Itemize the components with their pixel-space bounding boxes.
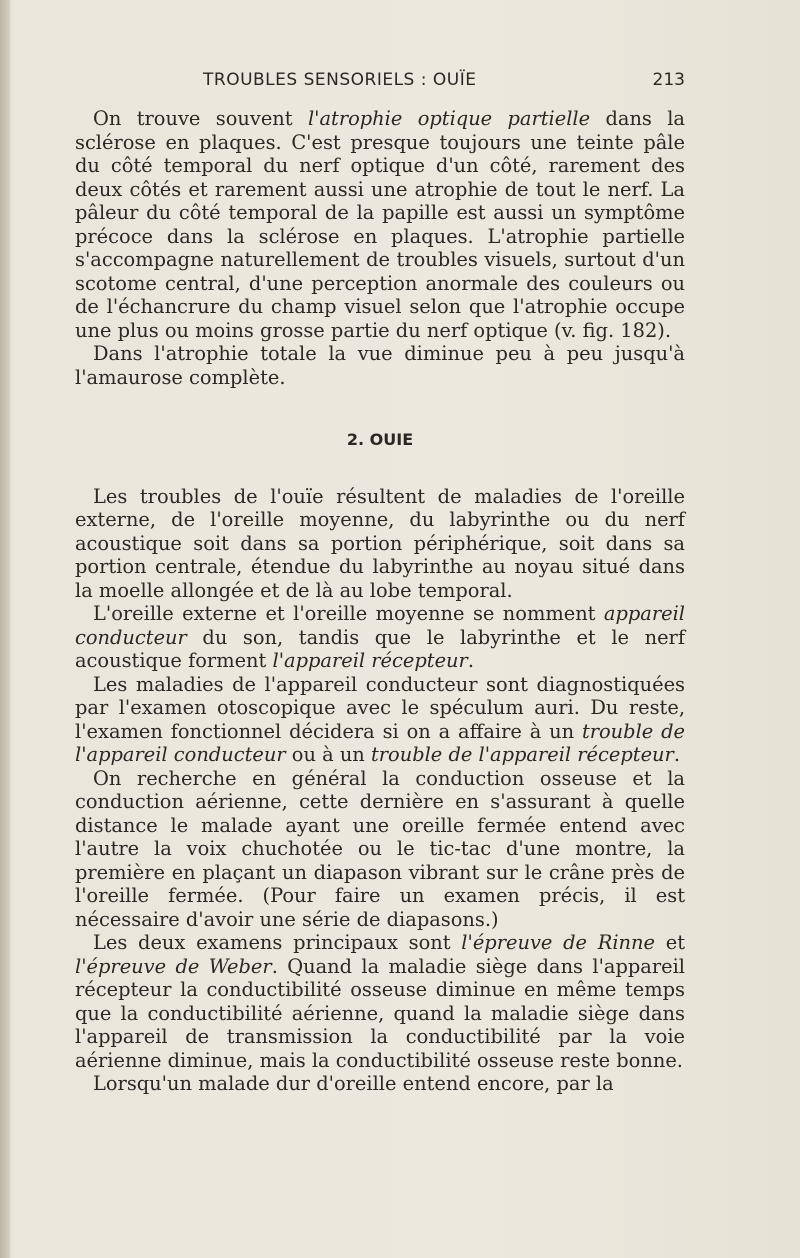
page-gutter xyxy=(0,0,10,1258)
paragraph-conduction: On recherche en général la conduction osseuse et la conduction aérienne, cette dernière en s'assurant à quelle distance le malade ayant une oreille fermée entend avec l'autre la voix chuchotée ou le tic-tac d'une montre, la première en plaçant un diapason vibrant sur le crâne près de l'oreille fermée. (Pour faire un examen précis, il est nécessaire d'avoir une série de diapasons.) xyxy=(75,766,685,931)
paragraph-rinne-weber xyxy=(75,931,685,1072)
text-run: Les maladies de l'appareil conducteur sont diagnostiquées par l'examen otoscopique avec le spéculum auri. Du reste, l'examen fonctionnel décidera si on a affaire à un xyxy=(75,672,685,743)
italic-term: l'épreuve de Rinne xyxy=(461,931,655,954)
text-run: ou à un xyxy=(285,743,371,766)
text-run: L'oreille externe et l'oreille moyenne se nomment xyxy=(93,602,604,625)
paragraph-last-line: Lorsqu'un malade dur d'oreille entend encore, par la xyxy=(93,1072,614,1095)
italic-term: l'atrophie optique partielle xyxy=(307,107,591,130)
page-header xyxy=(75,70,685,100)
paragraph-apparatus xyxy=(75,602,685,673)
body-text xyxy=(75,107,685,1096)
italic-term: trouble de l'appareil récepteur xyxy=(370,743,674,766)
italic-term: appareil conducteur xyxy=(75,602,685,649)
text-run: et xyxy=(655,931,685,954)
paragraph-hearing-troubles: Les troubles de l'ouïe résultent de maladies de l'oreille externe, de l'oreille moyenne, du labyrinthe ou du nerf acoustique soit dans sa portion périphérique, soit dans sa portion centrale, étendue du labyrinthe au noyau situé dans la moelle allongée et de là au lobe temporal. xyxy=(75,484,685,602)
paragraph-optic-atrophy xyxy=(75,107,685,342)
text-run: dans la sclérose en plaques. C'est presque toujours une teinte pâle du côté temporal du nerf optique d'un côté, rarement des deux côtés et rarement aussi une atrophie de tout le nerf. La pâleur du côté temporal de la papille est aussi un symptôme précoce dans la sclérose en plaques. L'atrophie partielle s'accompagne naturellement de troubles visuels, surtout d'un scotome central, d'une perception anormale des couleurs ou de l'échancrure du champ visuel selon que l'atrophie occupe une plus ou moins grosse partie du nerf optique (v. fig. 182). xyxy=(75,107,685,342)
text-run: Les deux examens principaux sont xyxy=(93,931,462,954)
italic-term: l'appareil récepteur xyxy=(272,649,468,672)
section-title: 2. OUIE xyxy=(346,430,414,449)
text-run: . Quand la maladie siège dans l'appareil récepteur la conductibilité osseuse diminue en même temps que la conductibilité aérienne, quand la maladie siège dans l'appareil de transmission la conductibilité par la voie aérienne diminue, mais la conductibilité osseuse reste bonne. xyxy=(75,954,686,1072)
text-run: du son, tandis que le labyrinthe et le nerf acoustique forment xyxy=(75,625,685,672)
paragraph-total-atrophy: Dans l'atrophie totale la vue diminue peu à peu jusqu'à l'amaurose complète. xyxy=(75,342,685,389)
text-run: On trouve souvent xyxy=(93,107,308,130)
italic-term: l'épreuve de Weber xyxy=(75,954,272,978)
page-number: 213 xyxy=(652,70,685,90)
paragraph-diagnosis xyxy=(75,673,685,767)
text-run: . xyxy=(467,649,474,672)
italic-term: trouble de l'appareil conducteur xyxy=(75,719,685,766)
text-run: . xyxy=(673,743,680,766)
running-head: TROUBLES SENSORIELS : OUÏE xyxy=(203,70,477,90)
